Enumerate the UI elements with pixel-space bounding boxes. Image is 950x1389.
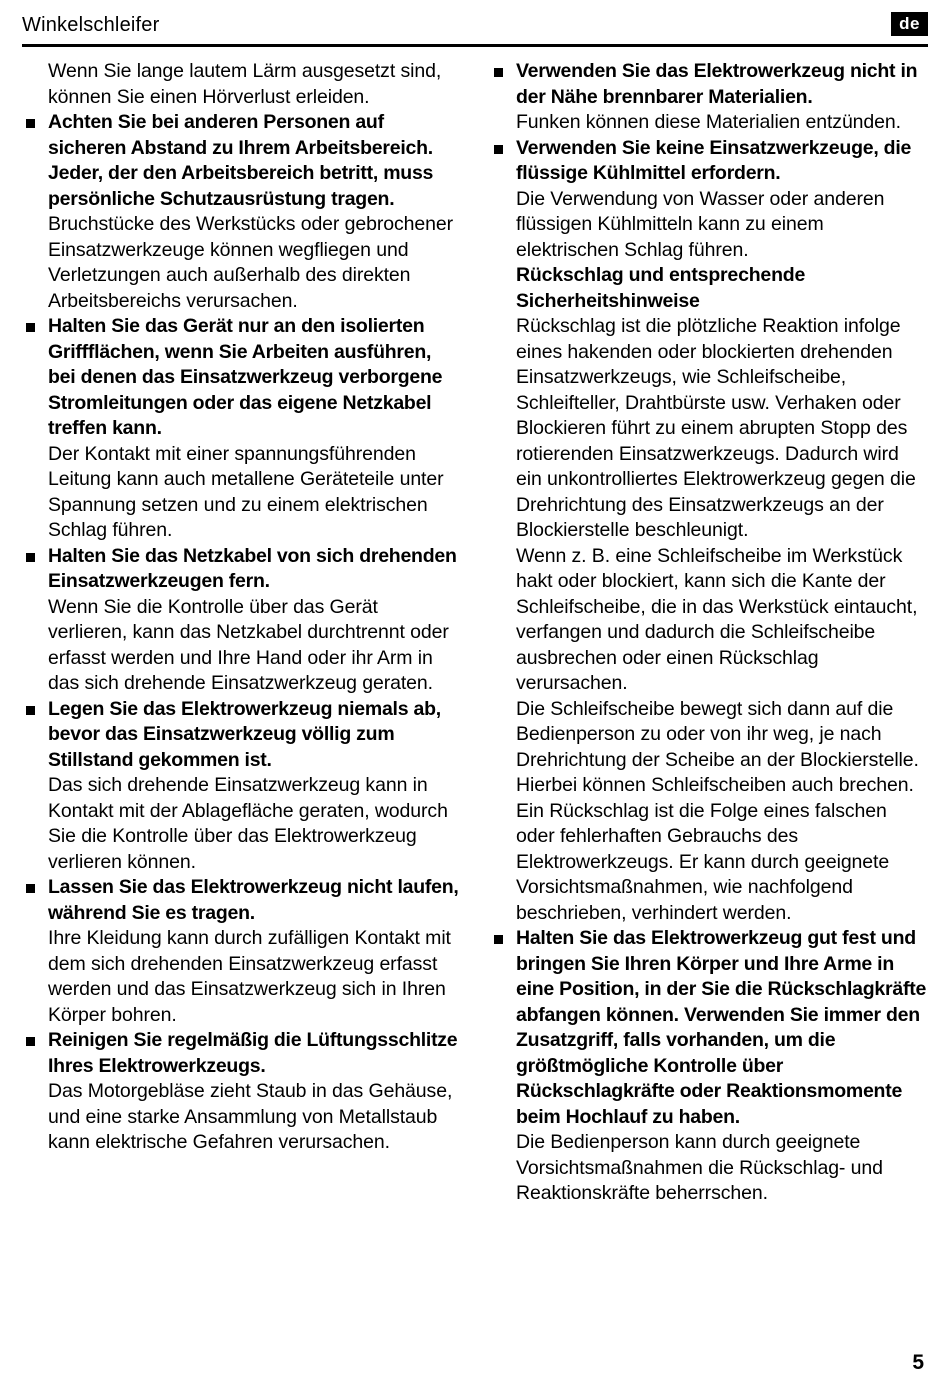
page-header: [0, 0, 950, 40]
body-paragraph: Wenn Sie lange lautem Lärm ausgesetzt sind, können Sie einen Hörverlust erleiden.: [48, 60, 442, 108]
bullet-list-item: [22, 544, 460, 595]
body-paragraph: Das sich drehende Einsatzwerkzeug kann in Kontakt mit der Ablagefläche geraten, wodurch Sie die Kontrolle über das Elektrowerkzeug verlieren können.: [48, 774, 448, 873]
language-badge: de: [891, 12, 928, 36]
square-bullet-icon: [26, 884, 35, 893]
body-paragraph: Die Bedienperson kann durch geeignete Vorsichtsmaßnahmen die Rückschlag- und Reaktionskräfte beherrschen.: [516, 1131, 883, 1204]
body-paragraph: Wenn z. B. eine Schleifscheibe im Werkstück hakt oder blockiert, kann sich die Kante der Schleifscheibe, die in das Werkstück eintaucht, verfangen und dadurch die Schleifscheibe ausbrechen oder einen Rückschlag verursachen.: [516, 544, 918, 694]
bullet-text: Halten Sie das Elektrowerkzeug gut fest und bringen Sie Ihren Körper und Ihre Arme in eine Position, in der Sie die Rückschlagkräfte abfangen können. Verwenden Sie immer den Zusatzgriff, falls vorhanden, um die größtmögliche Kontrolle über Rückschlagkräfte oder Reaktionsmomente beim Hochlauf zu haben.: [516, 927, 927, 1128]
body-paragraph: Rückschlag ist die plötzliche Reaktion infolge eines hakenden oder blockierten drehenden Einsatzwerkzeugs, wie Schleifscheibe, Schleifteller, Drahtbürste usw. Verhaken oder Blockieren führt zu einem abrupten Stopp des rotierenden Einsatzwerkzeugs. Dadurch wird ein unkontrolliertes Elektrowerkzeug gegen die Drehrichtung des Einsatzwerkzeugs an der Blockierstelle beschleunigt.: [516, 315, 916, 541]
two-column-body: [0, 47, 950, 1207]
body-paragraph: Das Motorgebläse zieht Staub in das Gehäuse, und eine starke Ansammlung von Metallstaub kann elektrische Gefahren verursachen.: [48, 1080, 453, 1153]
section-subheading: Rückschlag und entsprechende Sicherheitshinweise: [516, 264, 806, 312]
square-bullet-icon: [26, 553, 35, 562]
body-paragraph: Wenn Sie die Kontrolle über das Gerät verlieren, kann das Netzkabel durchtrennt oder erfasst werden und Ihre Hand oder ihr Arm in das sich drehende Einsatzwerkzeug geraten.: [48, 595, 449, 694]
body-paragraph: Ihre Kleidung kann durch zufälligen Kontakt mit dem sich drehenden Einsatzwerkzeug erfasst werden und das Einsatzwerkzeug sich in Ihren Körper bohren.: [48, 927, 451, 1026]
body-paragraph: Ein Rückschlag ist die Folge eines falschen oder fehlerhaften Gebrauchs des Elektrowerkzeugs. Er kann durch geeignete Vorsichtsmaßnahmen, wie nachfolgend beschrieben, verhindert werden.: [516, 799, 890, 924]
bullet-text: Achten Sie bei anderen Personen auf sicheren Abstand zu Ihrem Arbeitsbereich. Jeder, der den Arbeitsbereich betritt, muss persönliche Schutzausrüstung tragen.: [48, 111, 434, 210]
bullet-list-item: [22, 314, 460, 442]
body-paragraph: Der Kontakt mit einer spannungsführenden Leitung kann auch metallene Geräteteile unter Spannung setzen und zu einem elektrischen Schlag führen.: [48, 442, 444, 541]
right-column: [490, 59, 928, 1207]
page-number: 5: [912, 1351, 924, 1374]
square-bullet-icon: [494, 935, 503, 944]
body-paragraph: Die Verwendung von Wasser oder anderen flüssigen Kühlmitteln kann zu einem elektrischen Schlag führen.: [516, 187, 885, 261]
square-bullet-icon: [494, 145, 503, 154]
square-bullet-icon: [26, 1037, 35, 1046]
bullet-list-item: [490, 59, 928, 110]
bullet-list-item: [22, 697, 460, 774]
body-paragraph: Funken können diese Materialien entzünden.: [516, 111, 901, 133]
bullet-list-item: [490, 136, 928, 187]
left-column: [22, 59, 460, 1207]
bullet-text: Halten Sie das Netzkabel von sich drehenden Einsatzwerkzeugen fern.: [48, 544, 457, 592]
body-paragraph: Die Schleifscheibe bewegt sich dann auf die Bedienperson zu oder von ihr weg, je nach Drehrichtung der Scheibe an der Blockierstelle. Hierbei können Schleifscheiben auch brechen.: [516, 697, 919, 796]
square-bullet-icon: [26, 119, 35, 128]
bullet-list-item: [22, 1028, 460, 1079]
bullet-text: Verwenden Sie das Elektrowerkzeug nicht in der Nähe brennbarer Materialien.: [516, 60, 918, 108]
bullet-list-item: [22, 875, 460, 926]
bullet-text: Lassen Sie das Elektrowerkzeug nicht laufen, während Sie es tragen.: [48, 876, 459, 924]
bullet-text: Verwenden Sie keine Einsatzwerkzeuge, die flüssige Kühlmittel erfordern.: [516, 136, 912, 184]
bullet-text: Legen Sie das Elektrowerkzeug niemals ab, bevor das Einsatzwerkzeug völlig zum Stillstand gekommen ist.: [48, 697, 441, 771]
bullet-list-item: [22, 110, 460, 212]
square-bullet-icon: [494, 68, 503, 77]
bullet-text: Reinigen Sie regelmäßig die Lüftungsschlitze Ihres Elektrowerkzeugs.: [48, 1029, 458, 1077]
page-title: Winkelschleifer: [22, 14, 160, 36]
bullet-list-item: [490, 926, 928, 1130]
bullet-text: Halten Sie das Gerät nur an den isolierten Griffflächen, wenn Sie Arbeiten ausführen, bei denen das Einsatzwerkzeug verborgene Stromleitungen oder das eigene Netzkabel treffen kann.: [48, 315, 443, 439]
body-paragraph: Bruchstücke des Werkstücks oder gebrochener Einsatzwerkzeuge können wegfliegen und Verletzungen auch außerhalb des direkten Arbeitsbereichs verursachen.: [48, 213, 454, 312]
square-bullet-icon: [26, 706, 35, 715]
square-bullet-icon: [26, 323, 35, 332]
